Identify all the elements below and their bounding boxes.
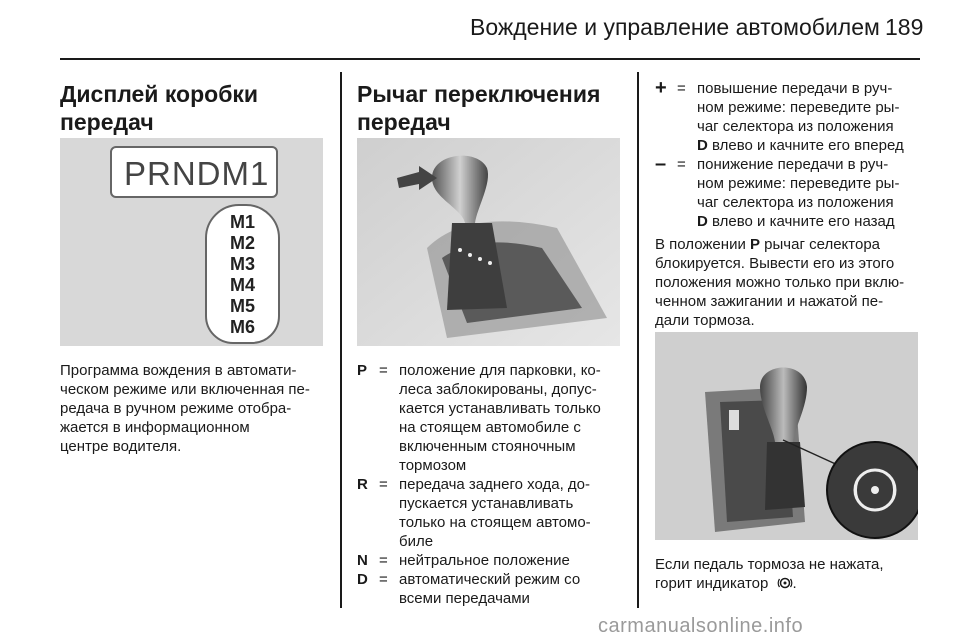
gear-position-r: R = передача заднего хода, до- пускается устанавливать только на стоящем автомо- биле — [357, 476, 591, 550]
header-rule — [60, 58, 920, 60]
gear-position-n: N = нейтральное положение — [357, 552, 570, 569]
gear-position-d: D = автоматический режим со всеми передачами — [357, 571, 581, 607]
lever-and-indicator-drawing — [655, 332, 918, 540]
gear-position-p: P = положение для парковки, ко- леса заблокированы, допус- кается устанавливать только на стоящем автомобиле с включенным стояночным тормозом — [357, 362, 601, 474]
gear-display-panel — [110, 146, 278, 198]
manual-upshift-item: + = повышение передачи в руч- ном режиме: переведите ры- чаг селектора из положения D влево и качните его вперед — [655, 77, 904, 154]
page-number: 189 — [885, 14, 924, 40]
brake-indicator-caption: Если педаль тормоза не нажата, горит индикатор . — [655, 555, 940, 595]
park-lock-paragraph: В положении P рычаг селектора блокируется. Вывести его из этого положения можно только при вклю- ченном зажигании и нажатой пе- дали тормоза. — [655, 236, 905, 329]
minus-symbol: – — [655, 153, 667, 175]
manual-downshift-item: – = понижение передачи в руч- ном режиме: переведите ры- чаг селектора из положения D влево и качните его назад — [655, 153, 900, 230]
manual-gears-panel — [205, 204, 280, 344]
gear-display-text: PRNDM1 — [124, 155, 270, 192]
manual-gears-list: M1 M2 M3 M4 M5 M6 — [229, 212, 255, 337]
gear-display-paragraph: Программа вождения в автомати- ческом режиме или включенная пе- редача в ручном режиме отобра- жается в информационном центре водителя. — [60, 362, 310, 455]
header-title: Вождение и управление автомобилем — [470, 14, 880, 40]
plus-symbol: + — [655, 77, 667, 99]
gear-lever-drawing — [357, 138, 620, 346]
section-heading-gear-display: Дисплей коробки передач — [60, 81, 259, 135]
watermark: carmanualsonline.info — [598, 615, 804, 637]
brake-indicator-photo — [655, 332, 918, 540]
section-heading-gear-lever: Рычаг переключения передач — [357, 81, 601, 135]
brake-warning-icon — [777, 576, 793, 595]
column-divider-1 — [340, 72, 342, 608]
gear-display-illustration — [60, 138, 323, 346]
gear-lever-photo — [357, 138, 620, 346]
